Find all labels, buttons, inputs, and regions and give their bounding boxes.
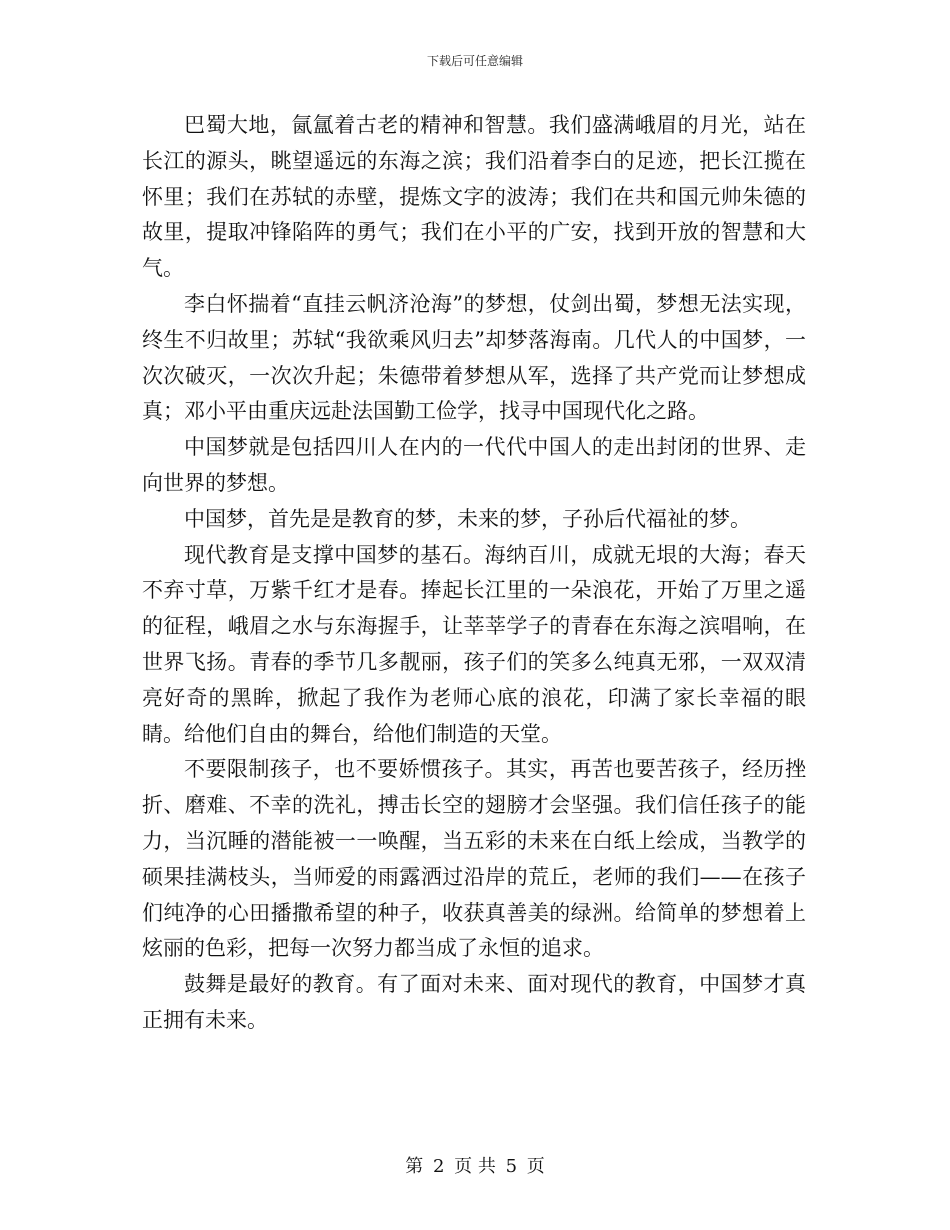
- body-text: [142, 108, 806, 1039]
- page-footer: [0, 1152, 950, 1178]
- footer-prefix: 第: [405, 1156, 424, 1177]
- footer-suffix: 页: [526, 1156, 545, 1177]
- page-number: 2: [432, 1156, 445, 1177]
- page-header: 下载后可任意编辑: [426, 54, 523, 68]
- paragraph: 不要限制孩子，也不要娇惯孩子。其实，再苦也要苦孩子，经历挫折、磨难、不幸的洗礼，搏击长空的翅膀才会坚强。我们信任孩子的能力，当沉睡的潜能被一一唤醒，当五彩的未来在白纸上绘成，当教学的硕果挂满枝头，当师爱的雨露洒过沿岸的荒丘，老师的我们——在孩子们纯净的心田播撒希望的种子，收获真善美的绿洲。给简单的梦想着上炫丽的色彩，把每一次努力都当成了永恒的追求。: [142, 757, 806, 961]
- paragraph: 现代教育是支撑中国梦的基石。海纳百川，成就无垠的大海；春天不弃寸草，万紫千红才是春。捧起长江里的一朵浪花，开始了万里之遥的征程，峨眉之水与东海握手，让莘莘学子的青春在东海之滨唱响，在世界飞扬。青春的季节几多靓丽，孩子们的笑多么纯真无邪，一双双清亮好奇的黑眸，掀起了我作为老师心底的浪花，印满了家长幸福的眼睛。给他们自由的舞台，给他们制造的天堂。: [142, 542, 806, 746]
- paragraph: 鼓舞是最好的教育。有了面对未来、面对现代的教育，中国梦才真正拥有未来。: [142, 972, 806, 1032]
- footer-middle: 页 共: [454, 1156, 496, 1177]
- page-total: 5: [505, 1156, 518, 1177]
- paragraph: 中国梦，首先是是教育的梦，未来的梦，子孙后代福祉的梦。: [184, 506, 751, 531]
- paragraph: 中国梦就是包括四川人在内的一代代中国人的走出封闭的世界、走向世界的梦想。: [142, 435, 806, 495]
- paragraph: 李白怀揣着“直挂云帆济沧海”的梦想，仗剑出蜀，梦想无法实现，终生不归故里；苏轼“我欲乘风归去”却梦落海南。几代人的中国梦，一次次破灭，一次次升起；朱德带着梦想从军，选择了共产党而让梦想成真；邓小平由重庆远赴法国勤工俭学，找寻中国现代化之路。: [142, 291, 806, 424]
- paragraph: 巴蜀大地，氤氲着古老的精神和智慧。我们盛满峨眉的月光，站在长江的源头，眺望遥远的东海之滨；我们沿着李白的足迹，把长江揽在怀里；我们在苏轼的赤壁，提炼文字的波涛；我们在共和国元帅朱德的故里，提取冲锋陷阵的勇气；我们在小平的广安，找到开放的智慧和大气。: [142, 113, 806, 281]
